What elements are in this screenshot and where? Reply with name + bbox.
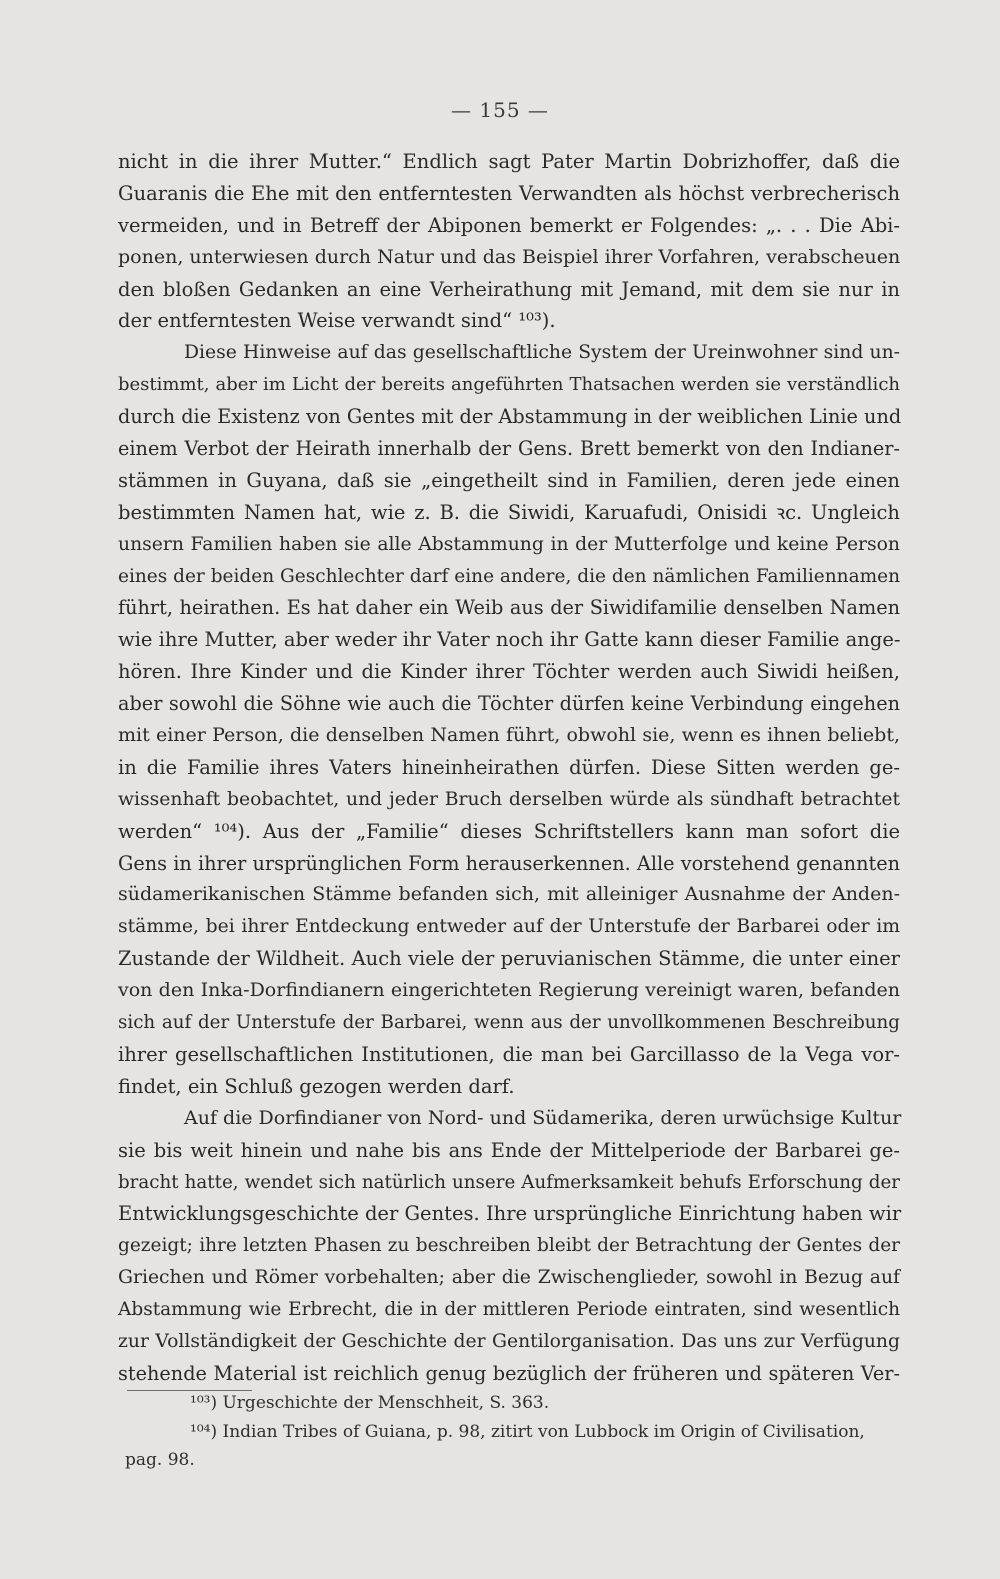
text-line: Abstammung wie Erbrecht, die in der mittleren Periode eintraten, sind wesentlich xyxy=(118,1299,900,1321)
footnote-divider xyxy=(127,1390,252,1391)
text-line: stehende Material ist reichlich genug bezüglich der früheren und späteren Ver- xyxy=(118,1361,900,1385)
text-line: durch die Existenz von Gentes mit der Abstammung in der weiblichen Linie und xyxy=(118,405,902,429)
text-line: mit einer Person, die denselben Namen führt, obwohl sie, wenn es ihnen beliebt, xyxy=(118,724,900,747)
text-line: eines der beiden Geschlechter darf eine andere, die den nämlichen Familiennamen xyxy=(118,565,900,587)
text-line: einem Verbot der Heirath innerhalb der Gens. Brett bemerkt von den Indianer- xyxy=(118,437,900,461)
text-line: gezeigt; ihre letzten Phasen zu beschreiben bleibt der Betrachtung der Gentes der xyxy=(118,1235,900,1257)
text-line: von den Inka-Dorfindianern eingerichteten Regierung vereinigt waren, befanden xyxy=(118,979,900,1002)
text-line: Auf die Dorfindianer von Nord- und Südamerika, deren urwüchsige Kultur xyxy=(184,1106,902,1129)
paragraph-2 xyxy=(118,337,900,1102)
text-line: findet, ein Schluß gezogen werden darf. xyxy=(118,1074,515,1098)
text-line: in die Familie ihres Vaters hineinheirathen dürfen. Diese Sitten werden ge- xyxy=(118,755,900,779)
body-text xyxy=(118,146,900,1390)
text-line: bestimmt, aber im Licht der bereits angeführten Thatsachen werden sie verständlich xyxy=(118,374,900,396)
text-line: werden“ ¹⁰⁴). Aus der „Familie“ dieses Schriftstellers kann man sofort die xyxy=(118,819,900,843)
paragraph-3 xyxy=(118,1103,900,1390)
text-line: ihrer gesellschaftlichen Institutionen, die man bei Garcillasso de la Vega vor- xyxy=(118,1042,900,1066)
text-line: sich auf der Unterstufe der Barbarei, wenn aus der unvollkommenen Beschreibung xyxy=(118,1012,900,1034)
text-line: führt, heirathen. Es hat daher ein Weib aus der Siwidifamilie denselben Namen xyxy=(118,596,900,620)
text-line: bracht hatte, wendet sich natürlich unsere Aufmerksamkeit behufs Erforschung der xyxy=(118,1171,900,1193)
text-line: ponen, unterwiesen durch Natur und das Beispiel ihrer Vorfahren, verabscheuen xyxy=(118,245,901,268)
text-line: Gens in ihrer ursprünglichen Form herauserkennen. Alle vorstehend genannten xyxy=(118,851,900,875)
text-line: sie bis weit hinein und nahe bis ans Ende der Mittelperiode der Barbarei ge- xyxy=(118,1138,900,1162)
text-line: aber sowohl die Söhne wie auch die Töchter dürfen keine Verbindung eingehen xyxy=(118,692,900,716)
text-line: unsern Familien haben sie alle Abstammung in der Mutterfolge und keine Person xyxy=(118,533,900,555)
text-line: wissenhaft beobachtet, und jeder Bruch derselben würde als sündhaft betrachtet xyxy=(118,788,900,810)
text-line: den bloßen Gedanken an eine Verheirathung mit Jemand, mit dem sie nur in xyxy=(118,277,900,301)
text-line: bestimmten Namen hat, wie z. B. die Siwidi, Karuafudi, Onisidi ꝛc. Ungleich xyxy=(118,500,900,524)
footnote-104-continuation: pag. 98. xyxy=(125,1450,195,1470)
text-line: der entferntesten Weise verwandt sind“ ¹⁰³). xyxy=(118,309,556,333)
text-line: südamerikanischen Stämme befanden sich, mit alleiniger Ausnahme der Anden- xyxy=(118,883,900,906)
text-line: nicht in die ihrer Mutter.“ Endlich sagt Pater Martin Dobrizhoffer, daß die xyxy=(118,150,900,173)
text-line: vermeiden, und in Betreff der Abiponen bemerkt er Folgendes: „. . . Die Abi- xyxy=(118,213,900,237)
footnote-104: ¹⁰⁴) Indian Tribes of Guiana, p. 98, zitirt von Lubbock im Origin of Civilisation, xyxy=(190,1422,865,1442)
text-line: Guaranis die Ehe mit den entferntesten Verwandten als höchst verbrecherisch xyxy=(118,181,900,205)
text-line: Entwicklungsgeschichte der Gentes. Ihre ursprüngliche Einrichtung haben wir xyxy=(118,1202,902,1226)
text-line: stämme, bei ihrer Entdeckung entweder auf der Unterstufe der Barbarei oder im xyxy=(118,916,900,938)
text-line: Zustande der Wildheit. Auch viele der peruvianischen Stämme, die unter einer xyxy=(118,947,900,971)
page-number: — 155 — xyxy=(451,98,549,122)
text-line: Griechen und Römer vorbehalten; aber die Zwischenglieder, sowohl in Bezug auf xyxy=(118,1267,900,1289)
text-line: Diese Hinweise auf das gesellschaftliche System der Ureinwohner sind un- xyxy=(184,342,900,364)
text-line: hören. Ihre Kinder und die Kinder ihrer Töchter werden auch Siwidi heißen, xyxy=(118,660,900,684)
footnote-103: ¹⁰³) Urgeschichte der Menschheit, S. 363. xyxy=(190,1393,550,1413)
text-line: stämmen in Guyana, daß sie „eingetheilt sind in Familien, deren jede einen xyxy=(118,468,900,492)
text-line: zur Vollständigkeit der Geschichte der Gentilorganisation. Das uns zur Verfügung xyxy=(118,1330,900,1352)
paragraph-1 xyxy=(118,146,900,337)
text-line: wie ihre Mutter, aber weder ihr Vater noch ihr Gatte kann dieser Familie ange- xyxy=(118,628,901,652)
